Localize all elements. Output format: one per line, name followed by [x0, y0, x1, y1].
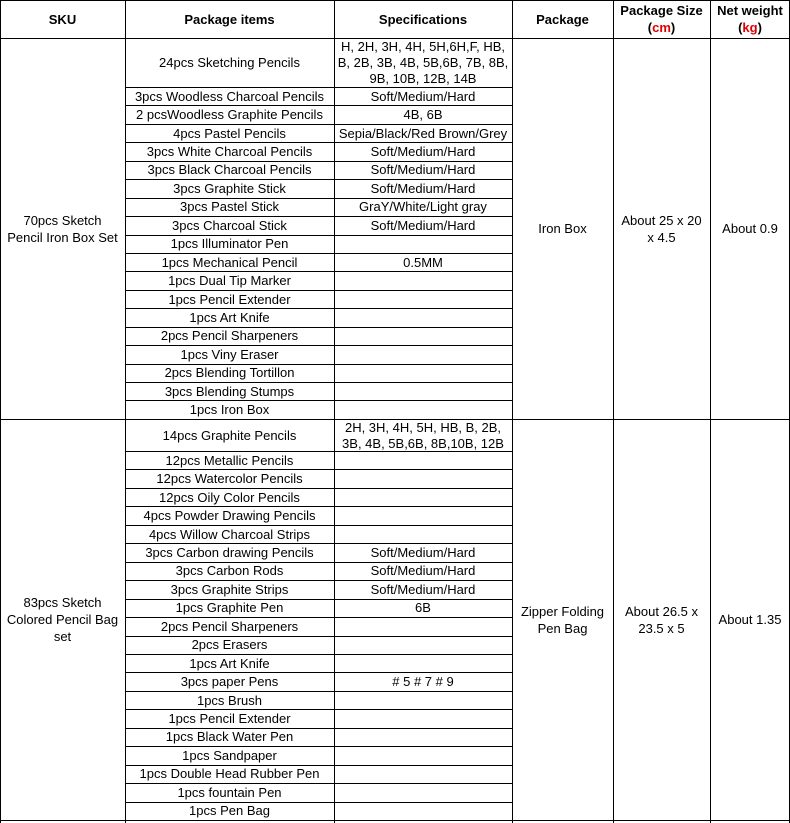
- item-specification: [334, 654, 512, 672]
- item-specification: 0.5MM: [403, 254, 443, 270]
- package-item: 4pcs Powder Drawing Pencils: [143, 508, 316, 524]
- set-net-weight: About 1.35: [718, 612, 782, 627]
- package-item: 3pcs Woodless Charcoal Pencils: [134, 88, 325, 104]
- row-divider: [125, 364, 512, 365]
- item-specification: [334, 400, 512, 418]
- item-specification: H, 2H, 3H, 4H, 5H,6H,F, HB, B, 2B, 3B, 4B, 5B,6B, 7B, 8B, 9B, 10B, 12B, 14B: [337, 39, 509, 86]
- column-divider: [710, 0, 711, 823]
- item-specification: [334, 382, 512, 400]
- header-divider: [0, 38, 790, 39]
- row-divider: [125, 802, 512, 803]
- package-item: 1pcs Black Water Pen: [165, 729, 294, 745]
- package-item: 2pcs Pencil Sharpeners: [160, 328, 299, 344]
- set-package-size: About 26.5 x 23.5 x 5: [625, 603, 698, 636]
- item-specification: [334, 746, 512, 764]
- row-divider: [125, 87, 512, 88]
- row-divider: [125, 345, 512, 346]
- package-item: 3pcs Pastel Stick: [180, 199, 279, 215]
- package-item: 1pcs Pencil Extender: [168, 291, 291, 307]
- package-item: 3pcs Blending Stumps: [164, 383, 295, 399]
- package-item: 3pcs Graphite Stick: [173, 180, 286, 196]
- item-specification: [334, 364, 512, 382]
- package-item: 4pcs Pastel Pencils: [173, 125, 286, 141]
- item-specification: Soft/Medium/Hard: [370, 217, 476, 233]
- package-item: 12pcs Metallic Pencils: [165, 452, 294, 468]
- item-specification: [334, 488, 512, 506]
- row-divider: [125, 783, 512, 784]
- header-net-weight-label: Net weight: [717, 3, 783, 18]
- row-divider: [125, 617, 512, 618]
- package-item: 1pcs Illuminator Pen: [170, 236, 289, 252]
- row-divider: [125, 765, 512, 766]
- package-item: 1pcs Pencil Extender: [168, 711, 291, 727]
- row-divider: [125, 400, 512, 401]
- row-divider: [125, 488, 512, 489]
- row-divider: [125, 179, 512, 180]
- item-specification: Soft/Medium/Hard: [370, 162, 476, 178]
- row-divider: [125, 235, 512, 236]
- row-divider: [125, 709, 512, 710]
- row-divider: [125, 216, 512, 217]
- package-item: 3pcs White Charcoal Pencils: [146, 144, 313, 160]
- package-item: 12pcs Watercolor Pencils: [156, 471, 303, 487]
- set-package: Zipper Folding Pen Bag: [520, 603, 605, 636]
- item-specification: [334, 451, 512, 469]
- row-divider: [125, 672, 512, 673]
- row-divider: [125, 382, 512, 383]
- row-divider: [125, 543, 512, 544]
- row-divider: [125, 599, 512, 600]
- item-specification: [334, 235, 512, 253]
- package-item: 1pcs Graphite Pen: [175, 600, 284, 616]
- package-item: 1pcs Pen Bag: [189, 803, 270, 819]
- header-package-size-unit: cm: [652, 20, 671, 35]
- row-divider: [125, 746, 512, 747]
- package-item: 2pcs Pencil Sharpeners: [160, 618, 299, 634]
- package-item: 3pcs Carbon Rods: [175, 563, 284, 579]
- row-divider: [125, 271, 512, 272]
- item-specification: [334, 271, 512, 289]
- row-divider: [125, 525, 512, 526]
- item-specification: [334, 469, 512, 487]
- row-divider: [125, 728, 512, 729]
- row-divider: [125, 290, 512, 291]
- package-item: 3pcs paper Pens: [180, 674, 279, 690]
- item-specification: [334, 290, 512, 308]
- row-divider: [125, 562, 512, 563]
- package-item: 24pcs Sketching Pencils: [159, 55, 300, 70]
- package-item: 14pcs Graphite Pencils: [162, 427, 297, 443]
- item-specification: [334, 308, 512, 326]
- item-specification: [334, 345, 512, 363]
- item-specification: 6B: [415, 600, 431, 616]
- row-divider: [125, 198, 512, 199]
- header-net-weight-unit: kg: [742, 20, 758, 35]
- item-specification: [334, 506, 512, 524]
- item-specification: # 5 # 7 # 9: [392, 674, 454, 690]
- row-divider: [125, 636, 512, 637]
- set-package-size: About 25 x 20 x 4.5: [621, 212, 702, 245]
- item-specification: 4B, 6B: [403, 107, 443, 123]
- row-divider: [125, 124, 512, 125]
- package-item: 1pcs Iron Box: [189, 402, 270, 418]
- item-specification: Soft/Medium/Hard: [370, 180, 476, 196]
- row-divider: [125, 451, 512, 452]
- row-divider: [125, 105, 512, 106]
- row-divider: [125, 506, 512, 507]
- row-divider: [125, 142, 512, 143]
- row-divider: [125, 308, 512, 309]
- package-item: 1pcs Art Knife: [189, 655, 270, 671]
- section-divider: [0, 419, 790, 420]
- package-item: 3pcs Carbon drawing Pencils: [145, 544, 314, 560]
- header-sku: SKU: [48, 11, 77, 27]
- item-specification: [334, 709, 512, 727]
- set-package: Iron Box: [538, 221, 587, 236]
- item-specification: 2H, 3H, 4H, 5H, HB, B, 2B, 3B, 4B, 5B,6B, 8B,10B, 12B: [342, 420, 504, 451]
- item-specification: [334, 783, 512, 801]
- item-specification: Sepia/Black/Red Brown/Grey: [338, 125, 508, 141]
- header-package-items: Package items: [184, 11, 275, 27]
- row-divider: [125, 691, 512, 692]
- item-specification: [334, 636, 512, 654]
- item-specification: [334, 525, 512, 543]
- item-specification: GraY/White/Light gray: [359, 199, 487, 215]
- package-item: 3pcs Black Charcoal Pencils: [147, 162, 312, 178]
- set-sku: 70pcs Sketch Pencil Iron Box Set: [7, 212, 118, 245]
- package-item: 2 pcsWoodless Graphite Pencils: [136, 107, 323, 123]
- item-specification: Soft/Medium/Hard: [370, 144, 476, 160]
- set-net-weight: About 0.9: [722, 221, 778, 236]
- package-item: 1pcs Art Knife: [189, 309, 270, 325]
- row-divider: [125, 253, 512, 254]
- row-divider: [125, 580, 512, 581]
- package-item: 3pcs Graphite Strips: [170, 581, 289, 597]
- package-item: 2pcs Blending Tortillon: [164, 365, 295, 381]
- column-divider: [512, 0, 513, 823]
- package-item: 1pcs Viny Eraser: [180, 346, 279, 362]
- item-specification: Soft/Medium/Hard: [370, 88, 476, 104]
- header-package-size: Package Size (cm): [620, 3, 703, 35]
- row-divider: [125, 469, 512, 470]
- package-item: 12pcs Oily Color Pencils: [159, 489, 300, 505]
- package-item: 3pcs Charcoal Stick: [172, 217, 287, 233]
- set-sku: 83pcs Sketch Colored Pencil Bag set: [6, 595, 119, 644]
- item-specification: [334, 617, 512, 635]
- header-net-weight: Net weight (kg): [717, 3, 783, 35]
- header-package-size-label: Package Size: [620, 3, 703, 18]
- item-specification: Soft/Medium/Hard: [370, 563, 476, 579]
- item-specification: [334, 327, 512, 345]
- row-divider: [125, 654, 512, 655]
- package-item: 1pcs Sandpaper: [182, 747, 277, 763]
- package-item: 2pcs Erasers: [191, 637, 268, 653]
- column-divider: [613, 0, 614, 823]
- header-specifications: Specifications: [378, 11, 468, 27]
- table-border-bottom: [0, 820, 790, 821]
- package-item: 4pcs Willow Charcoal Strips: [148, 526, 311, 542]
- item-specification: [334, 802, 512, 820]
- row-divider: [125, 327, 512, 328]
- item-specification: Soft/Medium/Hard: [370, 581, 476, 597]
- item-specification: [334, 765, 512, 783]
- row-divider: [125, 161, 512, 162]
- package-item: 1pcs Dual Tip Marker: [168, 273, 291, 289]
- package-item: 1pcs Double Head Rubber Pen: [139, 766, 320, 782]
- package-item: 1pcs Brush: [196, 692, 263, 708]
- package-item: 1pcs Mechanical Pencil: [161, 254, 298, 270]
- column-divider: [0, 0, 1, 823]
- package-item: 1pcs fountain Pen: [177, 784, 282, 800]
- item-specification: Soft/Medium/Hard: [370, 544, 476, 560]
- item-specification: [334, 728, 512, 746]
- item-specification: [334, 691, 512, 709]
- table-border-top: [0, 0, 790, 1]
- header-package: Package: [536, 11, 589, 27]
